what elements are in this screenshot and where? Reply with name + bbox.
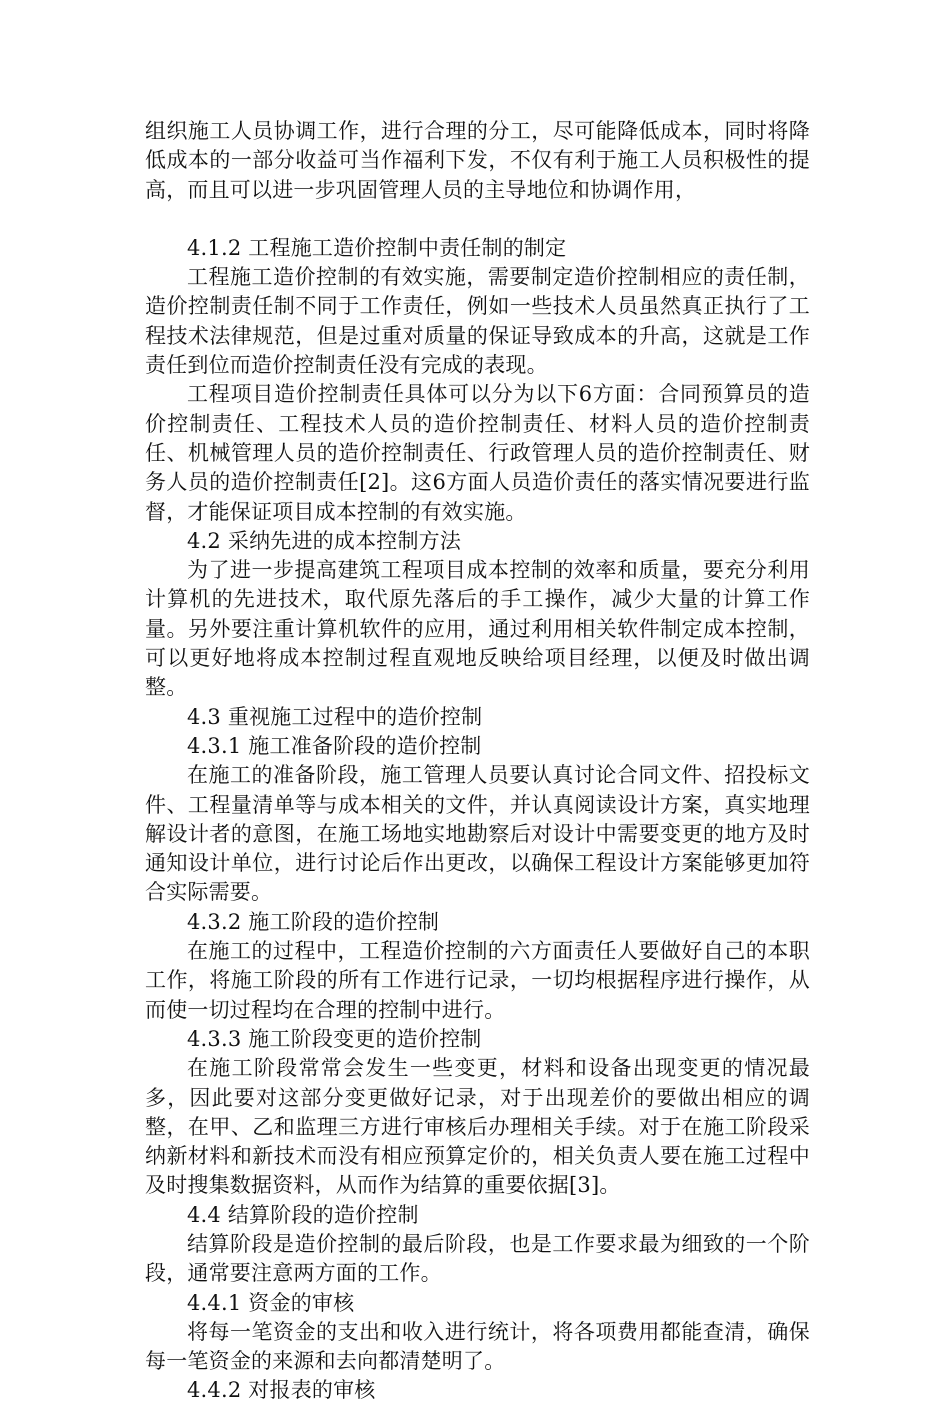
section-heading-4-3-1: 4.3.1 施工准备阶段的造价控制 (187, 733, 482, 758)
section-heading-4-3-3: 4.3.3 施工阶段变更的造价控制 (187, 1026, 482, 1051)
paragraph: 在施工的过程中，工程造价控制的六方面责任人要做好自己的本职工作，将施工阶段的所有工作进行记录，一切均根据程序进行操作，从而使一切过程均在合理的控制中进行。 (145, 939, 810, 1022)
paragraph-intro-continued: 组织施工人员协调工作，进行合理的分工，尽可能降低成本，同时将降低成本的一部分收益可当作福利下发，不仅有利于施工人员积极性的提高，而且可以进一步巩固管理人员的主导地位和协调作用， (145, 119, 810, 202)
paragraph: 在施工的准备阶段，施工管理人员要认真讨论合同文件、招投标文件、工程量清单等与成本相关的文件，并认真阅读设计方案，真实地理解设计者的意图，在施工场地实地勘察后对设计中需要变更的地方及时通知设计单位，进行讨论后作出更改，以确保工程设计方案能够更加符合实际需要。 (145, 763, 810, 905)
section-heading-4-4-2: 4.4.2 对报表的审核 (187, 1378, 376, 1403)
paragraph: 为了进一步提高建筑工程项目成本控制的效率和质量，要充分利用计算机的先进技术，取代原先落后的手工操作，减少大量的计算工作量。另外要注重计算机软件的应用，通过利用相关软件制定成本控制，可以更好地将成本控制过程直观地反映给项目经理，以便及时做出调整。 (145, 558, 810, 700)
section-heading-4-2: 4.2 采纳先进的成本控制方法 (187, 528, 462, 553)
section-heading-4-4-1: 4.4.1 资金的审核 (187, 1290, 355, 1315)
paragraph: 在施工阶段常常会发生一些变更，材料和设备出现变更的情况最多，因此要对这部分变更做好记录，对于出现差价的要做出相应的调整，在甲、乙和监理三方进行审核后办理相关手续。对于在施工阶段采纳新材料和新技术而没有相应预算定价的，相关负责人要在施工过程中及时搜集数据资料，从而作为结算的重要依据[3]。 (145, 1056, 810, 1198)
paragraph: 结算阶段是造价控制的最后阶段，也是工作要求最为细致的一个阶段，通常要注意两方面的工作。 (145, 1231, 810, 1286)
paragraph: 工程施工造价控制的有效实施，需要制定造价控制相应的责任制，造价控制责任制不同于工作责任，例如一些技术人员虽然真正执行了工程技术法律规范，但是过重对质量的保证导致成本的升高，这就是工作责任到位而造价控制责任没有完成的表现。 (145, 265, 810, 378)
section-heading-4-3-2: 4.3.2 施工阶段的造价控制 (187, 909, 440, 934)
section-heading-4-3: 4.3 重视施工过程中的造价控制 (187, 704, 483, 729)
section-heading-4-4: 4.4 结算阶段的造价控制 (187, 1202, 419, 1227)
section-heading-4-1-2: 4.1.2 工程施工造价控制中责任制的制定 (187, 235, 567, 260)
document-body (145, 117, 810, 1406)
paragraph: 将每一笔资金的支出和收入进行统计，将各项费用都能查清，确保每一笔资金的来源和去向都清楚明了。 (145, 1319, 810, 1374)
paragraph: 工程项目造价控制责任具体可以分为以下6方面：合同预算员的造价控制责任、工程技术人员的造价控制责任、材料人员的造价控制责任、机械管理人员的造价控制责任、行政管理人员的造价控制责任、财务人员的造价控制责任[2]。这6方面人员造价责任的落实情况要进行监督，才能保证项目成本控制的有效实施。 (145, 382, 810, 524)
paragraph-spacer (145, 205, 810, 234)
